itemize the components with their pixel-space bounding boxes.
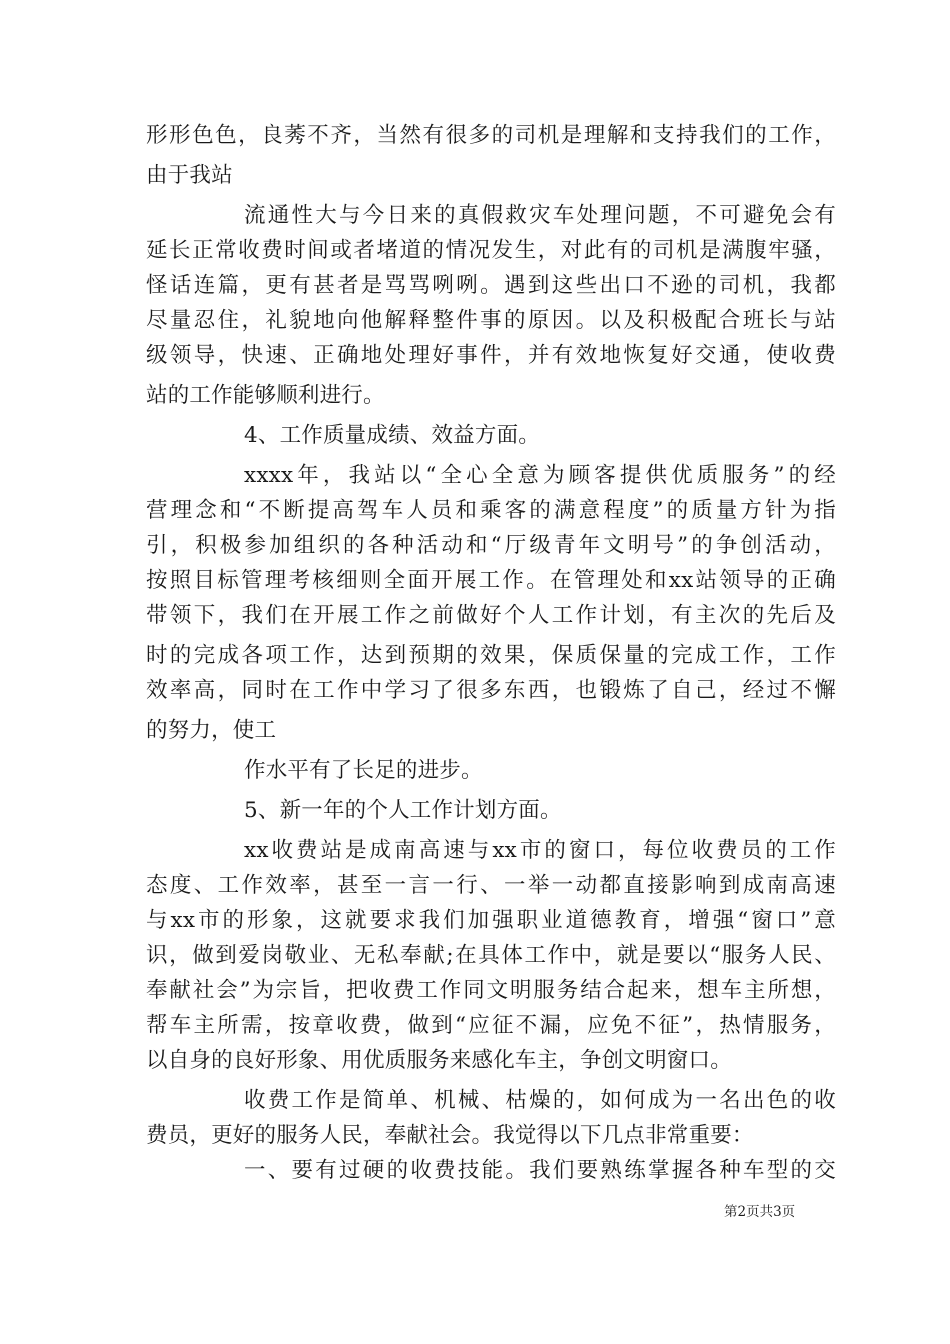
body-line: 态度、工作效率，甚至一言一行、一举一动都直接影响到成南高速 [146,873,836,898]
body-line: 营理念和“不断提高驾车人员和乘客的满意程度”的质量方针为指 [146,498,836,523]
body-line: 延长正常收费时间或者堵道的情况发生，对此有的司机是满腹牢骚， [146,238,836,263]
body-line: 由于我站 [146,163,233,188]
section-heading: 4、工作质量成绩、效益方面。 [244,423,540,448]
body-line: 形形色色，良莠不齐，当然有很多的司机是理解和支持我们的工作， [146,123,836,148]
body-line: 级领导，快速、正确地处理好事件，并有效地恢复好交通，使收费 [146,343,836,368]
section-heading: 5、新一年的个人工作计划方面。 [244,798,562,823]
body-line: 费员，更好的服务人民，奉献社会。我觉得以下几点非常重要： [146,1123,754,1148]
body-line: 收费工作是简单、机械、枯燥的，如何成为一名出色的收 [244,1088,836,1113]
body-line: 尽量忍住，礼貌地向他解释整件事的原因。以及积极配合班长与站 [146,308,836,333]
body-line: 效率高，同时在工作中学习了很多东西，也锻炼了自己，经过不懈 [146,678,836,703]
body-line: 奉献社会”为宗旨，把收费工作同文明服务结合起来，想车主所想， [146,978,836,1003]
body-line: xx收费站是成南高速与xx市的窗口，每位收费员的工作 [244,838,836,863]
body-line: 时的完成各项工作，达到预期的效果，保质保量的完成工作，工作 [146,643,836,668]
page-number-footer: 第2页共3页 [724,1204,796,1220]
body-line: 一、要有过硬的收费技能。我们要熟练掌握各种车型的交 [244,1158,836,1183]
body-line: 流通性大与今日来的真假救灾车处理问题，不可避免会有 [244,203,836,228]
body-line: 帮车主所需，按章收费，做到“应征不漏，应免不征”，热情服务， [146,1013,836,1038]
body-line: 识，做到爱岗敬业、无私奉献;在具体工作中，就是要以“服务人民、 [146,943,836,968]
body-line: 站的工作能够顺利进行。 [146,383,385,408]
body-line: 与xx市的形象，这就要求我们加强职业道德教育，增强“窗口”意 [146,908,836,933]
body-line: 以自身的良好形象、用优质服务来感化车主，争创文明窗口。 [146,1048,732,1073]
body-line: 带领下，我们在开展工作之前做好个人工作计划，有主次的先后及 [146,603,836,628]
body-line: xxxx年，我站以“全心全意为顾客提供优质服务”的经 [244,463,836,488]
body-line: 的努力，使工 [146,718,277,743]
body-line: 作水平有了长足的进步。 [244,758,483,783]
body-line: 引，积极参加组织的各种活动和“厅级青年文明号”的争创活动， [146,533,836,558]
body-line: 按照目标管理考核细则全面开展工作。在管理处和xx站领导的正确 [146,568,836,593]
body-line: 怪话连篇，更有甚者是骂骂咧咧。遇到这些出口不逊的司机，我都 [146,273,836,298]
